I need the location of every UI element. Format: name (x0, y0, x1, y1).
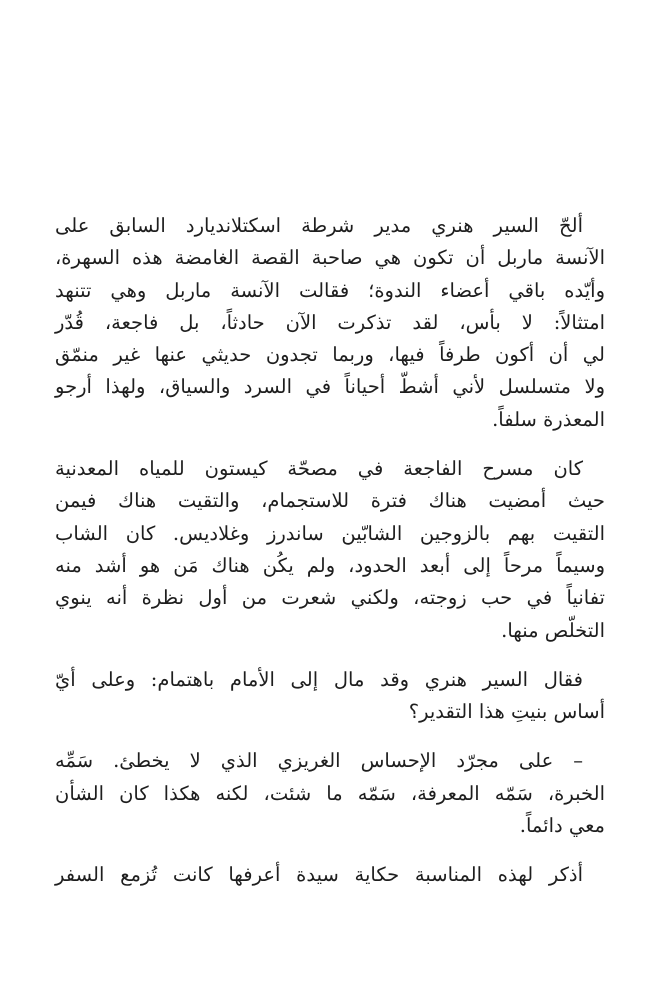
text-line: ألحّ السير هنري مدير شرطة اسكتلانديارد السابق على (55, 214, 583, 237)
text-line: امتثالاً: لا بأس، لقد تذكرت الآن حادثاً، بل فاجعة، قُدّر (55, 310, 605, 334)
text-line: ولا متسلسل لأني أشطّ أحياناً في السرد والسياق، ولهذا أرجو (55, 375, 605, 399)
text-line: الخبرة، سَمّه المعرفة، سَمّه ما شئت، لكنه هكذا كان الشأن (55, 781, 605, 805)
paragraph-4 (55, 745, 605, 842)
text-line: التخلّص منها. (501, 618, 605, 642)
text-line: أساس بنيتِ هذا التقدير؟ (408, 700, 605, 724)
paragraph-2 (55, 453, 605, 647)
text-line: وسيماً مرحاً إلى أبعد الحدود، ولم يكُن هناك مَن هو أشد منه (55, 553, 605, 577)
text-line: كان مسرح الفاجعة في مصحّة كيستون للمياه المعدنية (55, 457, 583, 481)
text-line: معي دائماً. (519, 814, 605, 838)
text-line: أذكر لهذه المناسبة حكاية سيدة أعرفها كانت تُزمع السفر (55, 863, 583, 887)
text-line: الآنسة ماربل أن تكون هي صاحبة القصة الغامضة هذه السهرة، (55, 246, 605, 270)
text-line: حيث أمضيت هناك فترة للاستجمام، والتقيت هناك فيمن (55, 489, 605, 513)
paragraph-1 (55, 210, 605, 436)
paragraph-3 (55, 664, 605, 729)
text-line: وأيّده باقي أعضاء الندوة؛ فقالت الآنسة ماربل وهي تتنهد (55, 278, 605, 302)
text-line: – على مجرّد الإحساس الغريزي الذي لا يخطئ. سَمِّه (55, 749, 583, 773)
text-line: تفانياً في حب زوجته، ولكني شعرت من أول نظرة أنه ينوي (55, 586, 605, 610)
text-line: المعذرة سلفاً. (492, 407, 605, 431)
paragraph-5 (55, 859, 605, 891)
page-body-text (55, 210, 605, 909)
text-line: لي أن أكون طرفاً فيها، وربما تجدون حديثي عنها غير منمّق (55, 343, 605, 367)
text-line: فقال السير هنري وقد مال إلى الأمام باهتمام: وعلى أيّ (55, 667, 583, 691)
text-line: التقيت بهم بالزوجين الشابّين ساندرز وغلاديس. كان الشاب (55, 521, 605, 545)
